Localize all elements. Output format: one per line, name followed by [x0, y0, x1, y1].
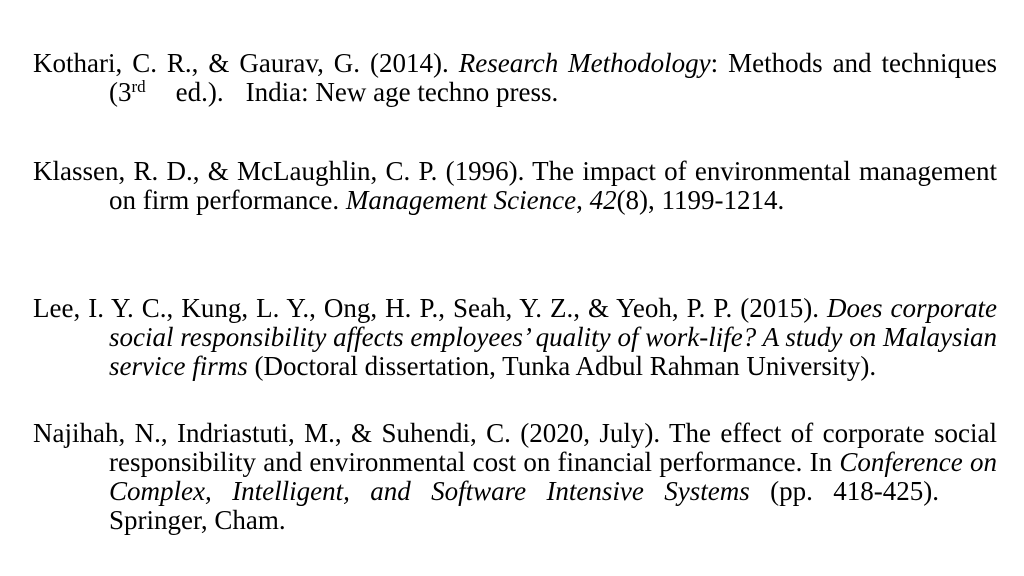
reference-authors-year: Najihah, N., Indriastuti, M., & Suhendi, C. (2020, July). The effect of corporate social responsibility and environmental cost on financial performance. In	[33, 418, 997, 477]
reference-note: (Doctoral dissertation, Tunka Adbul Rahman University).	[247, 351, 877, 381]
reference-edition: ed.).	[175, 77, 224, 107]
reference-authors-year: Kothari, C. R., & Gaurav, G. (2014).	[33, 48, 459, 78]
reference-separator: ,	[576, 185, 590, 215]
reference-publisher: Springer, Cham.	[109, 505, 286, 535]
reference-journal: Management Science	[345, 185, 577, 215]
reference-item-klassen	[33, 157, 997, 215]
reference-item-najihah	[33, 419, 997, 535]
reference-publisher: India: New age techno press.	[245, 77, 559, 107]
reference-pages: (pp. 418-425).	[749, 476, 939, 506]
reference-issue-pages: (8), 1199-1214.	[616, 185, 785, 215]
reference-volume: 42	[589, 185, 617, 215]
reference-conference: Conference on Complex, Intelligent, and Software Intensive Systems	[109, 447, 998, 506]
reference-item-kothari	[33, 49, 997, 107]
reference-authors-year: Lee, I. Y. C., Kung, L. Y., Ong, H. P., Seah, Y. Z., & Yeoh, P. P. (2015).	[33, 293, 827, 323]
reference-title-rest: : Methods and techniques (3	[109, 48, 997, 107]
reference-item-lee	[33, 294, 997, 381]
edition-superscript: rd	[131, 77, 146, 96]
reference-authors-year: Klassen, R. D., & McLaughlin, C. P. (1996). The impact of environmental management on firm performance.	[33, 156, 997, 215]
reference-thesis-title: Does corporate social responsibility affects employees’ quality of work-life? A study on Malaysian service firms	[109, 293, 997, 381]
reference-book-title: Research Methodology	[458, 48, 711, 78]
